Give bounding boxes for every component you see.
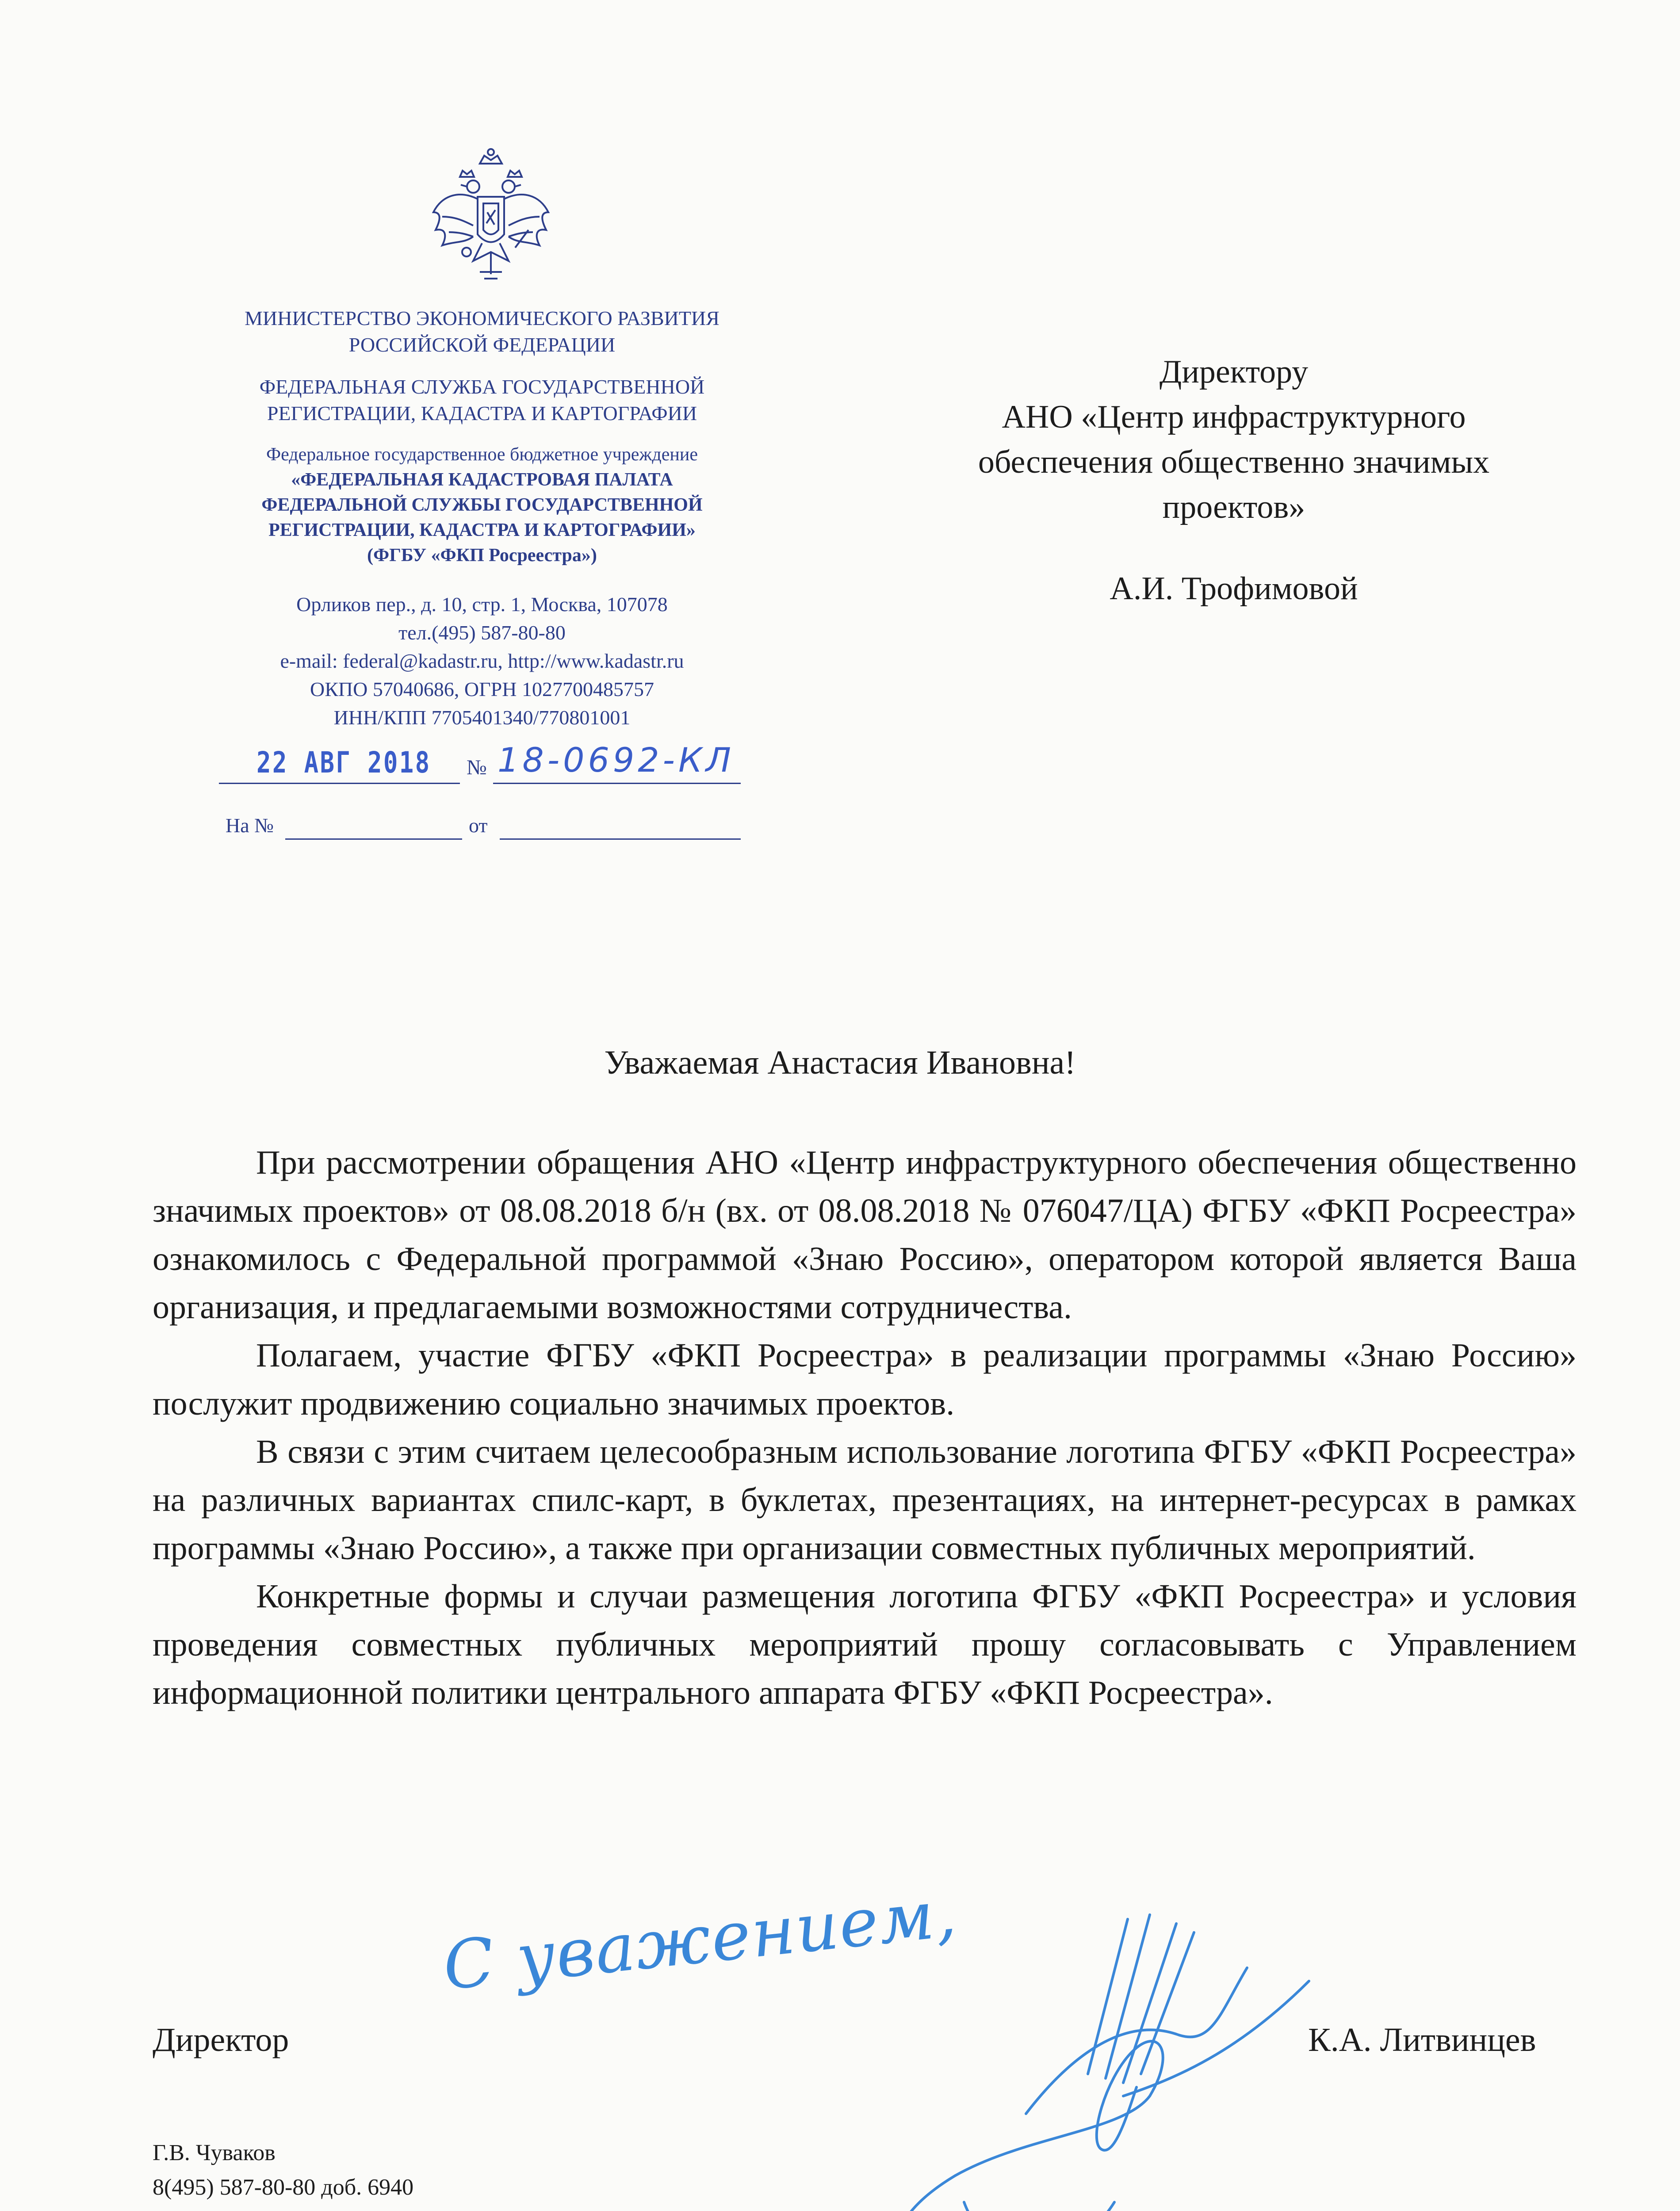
- registration-date: 22 АВГ 2018: [256, 746, 431, 780]
- reference-row: [226, 814, 756, 845]
- salutation: Уважаемая Анастасия Ивановна!: [604, 1044, 1076, 1081]
- letter-body: [153, 1139, 1577, 1717]
- addressee-block: [902, 349, 1565, 611]
- number-underline: [493, 783, 741, 784]
- signature-scrawl: [840, 1866, 1327, 2211]
- address: Орликов пер., д. 10, стр. 1, Москва, 107078: [296, 593, 668, 616]
- reference-date-blank: [500, 838, 741, 840]
- addressee-name: А.И. Трофимовой: [1110, 570, 1358, 607]
- institution-intro: Федеральное государственное бюджетное учреждение: [266, 444, 698, 465]
- coat-of-arms-icon: [425, 146, 557, 292]
- executor-phone: 8(495) 587-80-80 доб. 6940: [153, 2175, 414, 2200]
- date-underline: [219, 783, 460, 784]
- phone: тел.(495) 587-80-80: [398, 621, 566, 644]
- reference-date-label: от: [469, 814, 488, 837]
- signatory-name: К.А. Литвинцев: [1308, 2021, 1536, 2058]
- inn-kpp: ИНН/КПП 7705401340/770801001: [333, 706, 631, 729]
- executor-name: Г.В. Чуваков: [153, 2140, 276, 2165]
- addressee-line: АНО «Центр инфраструктурного: [1002, 399, 1466, 435]
- paragraph: В связи с этим считаем целесообразным использование логотипа ФГБУ «ФКП Росреестра» на различных вариантах спилс-карт, в буклетах, презентациях, на интернет-ресурсах в рамках программы «Знаю Россию», а также при организации совместных публичных мероприятий.: [153, 1433, 1577, 1567]
- addressee-line: Директору: [1159, 354, 1309, 390]
- email-website: e-mail: federal@kadastr.ru, http://www.kadastr.ru: [280, 650, 684, 672]
- registration-number: 18-0692-КЛ: [497, 740, 735, 780]
- reference-number-label: На №: [226, 814, 274, 837]
- okpo-ogrn: ОКПО 57040686, ОГРН 1027700485757: [310, 678, 654, 700]
- paragraph: При рассмотрении обращения АНО «Центр инфраструктурного обеспечения общественно значимых проектов» от 08.08.2018 б/н (вх. от 08.08.2018 № 076047/ЦА) ФГБУ «ФКП Росреестра» ознакомилось с Федеральной программой «Знаю Россию», оператором которой является Ваша организация, и предлагаемыми возможностями сотрудничества.: [153, 1144, 1577, 1326]
- paragraph: Конкретные формы и случаи размещения логотипа ФГБУ «ФКП Росреестра» и условия проведения совместных публичных мероприятий прошу согласовывать с Управлением информационной политики центрального аппарата ФГБУ «ФКП Росреестра».: [153, 1578, 1577, 1711]
- service-name: ФЕДЕРАЛЬНАЯ СЛУЖБА ГОСУДАРСТВЕННОЙ РЕГИСТРАЦИИ, КАДАСТРА И КАРТОГРАФИИ: [259, 375, 705, 425]
- ministry-name: МИНИСТЕРСТВО ЭКОНОМИЧЕСКОГО РАЗВИТИЯ РОССИЙСКОЙ ФЕДЕРАЦИИ: [245, 307, 719, 356]
- addressee-line: обеспечения общественно значимых: [978, 444, 1490, 480]
- registration-stamp: [219, 740, 750, 787]
- number-sign: №: [467, 756, 487, 779]
- addressee-line: проектов»: [1162, 489, 1305, 525]
- institution-contacts: [195, 590, 769, 732]
- institution-name: Федеральное государственное бюджетное учреждение «ФЕДЕРАЛЬНАЯ КАДАСТРОВАЯ ПАЛАТА ФЕДЕРАЛЬНОЙ СЛУЖБЫ ГОСУДАРСТВЕННОЙ РЕГИСТРАЦИИ, КАДАСТРА И КАРТОГРАФИИ» (ФГБУ «ФКП Росреестра»): [195, 442, 769, 568]
- handwritten-signature: [442, 1866, 1327, 2211]
- paragraph: Полагаем, участие ФГБУ «ФКП Росреестра» в реализации программы «Знаю Россию» послужит продвижению социально значимых проектов.: [153, 1337, 1577, 1422]
- reference-number-blank: [285, 838, 462, 840]
- signatory-title: Директор: [153, 2021, 289, 2058]
- handwritten-greeting: С уважением,: [440, 1874, 961, 2005]
- executor-info: [153, 2136, 413, 2205]
